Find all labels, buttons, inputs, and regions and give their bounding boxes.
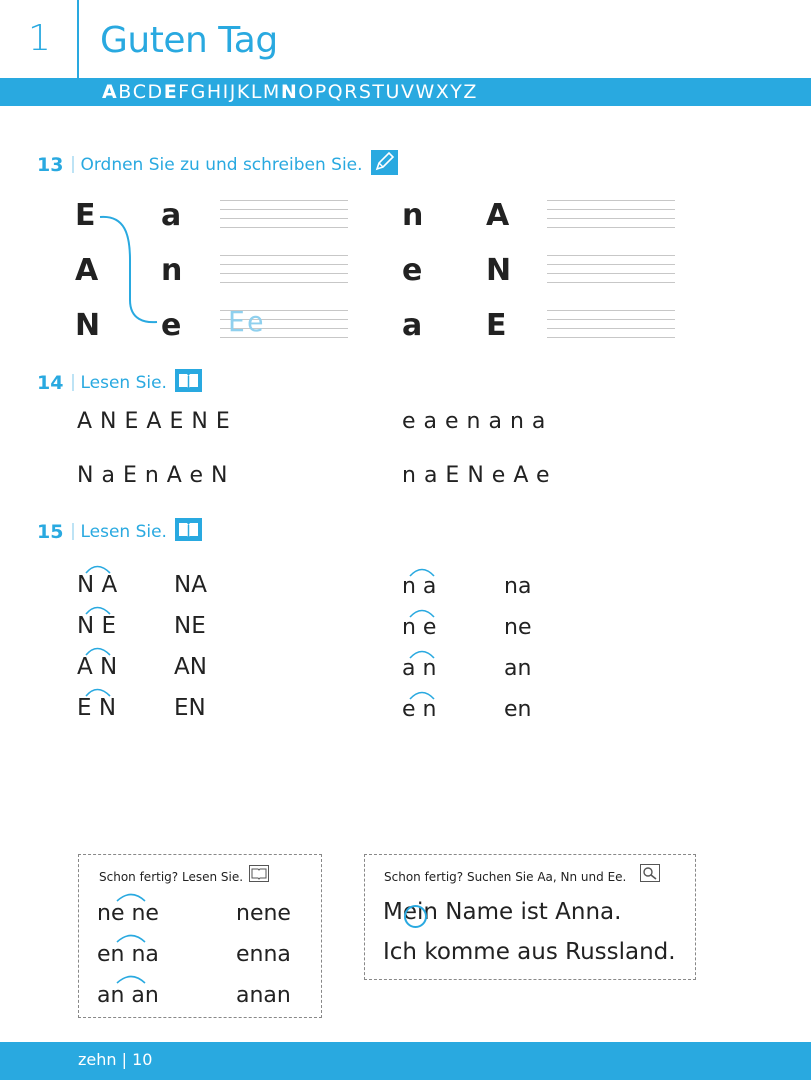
syllable-split: e n [402, 697, 437, 722]
syllable-joined: anan [236, 983, 291, 1008]
extra-reading-box [78, 854, 322, 1018]
syllable-split: n a [402, 574, 437, 599]
alphabet-letter: P [314, 81, 328, 103]
page-number: zehn | 10 [78, 1050, 153, 1069]
syllable-joined: AN [174, 654, 207, 680]
syllable-split: n e [402, 615, 437, 640]
alphabet-letter: E [163, 81, 179, 103]
letter-lower: a [161, 198, 182, 233]
letter-upper: N [75, 308, 101, 343]
syllable-joined: enna [236, 942, 291, 967]
alphabet-letter: B [118, 81, 133, 103]
letter-upper: E [75, 198, 96, 233]
syllable-joined: EN [174, 695, 206, 721]
syllable-split: N E [77, 613, 117, 639]
reading-row: eaenana [402, 409, 554, 434]
alphabet-letter: S [358, 81, 373, 103]
exercise-instruction: Lesen Sie. [80, 372, 167, 393]
letter-upper: N [486, 253, 512, 288]
letter-search-box [364, 854, 696, 980]
syllable-joined: ne [504, 615, 532, 640]
alphabet-letter: N [280, 81, 299, 103]
alphabet-letter: J [229, 81, 237, 103]
syllable-joined: NE [174, 613, 206, 639]
alphabet-letter: M [262, 81, 281, 103]
alphabet-letter: A [102, 81, 119, 103]
syllable-joined: an [504, 656, 532, 681]
exercise-instruction: Ordnen Sie zu und schreiben Sie. [80, 154, 363, 175]
syllable-split: a n [402, 656, 437, 681]
sentence-line: Ich komme aus Russland. [383, 939, 676, 965]
box-title: Schon fertig? Suchen Sie Aa, Nn und Ee. [384, 870, 627, 884]
letter-lower: a [402, 308, 423, 343]
syllable-split: A N [77, 654, 118, 680]
syllable-joined: en [504, 697, 532, 722]
alphabet-letter: G [190, 81, 207, 103]
alphabet-letter: Q [327, 81, 345, 103]
chapter-title: Guten Tag [100, 20, 278, 61]
exercise-instruction: Lesen Sie. [80, 521, 167, 542]
syllable-joined: nene [236, 901, 291, 926]
alphabet-letter: V [400, 81, 416, 103]
syllable-split: an an [97, 983, 159, 1008]
alphabet-letter: C [132, 81, 148, 103]
syllable-split: E N [77, 695, 117, 721]
exercise-number: 13 [37, 153, 64, 176]
alphabet-letter: I [222, 81, 230, 103]
letter-lower: e [161, 308, 182, 343]
syllable-split: N A [77, 572, 118, 598]
letter-lower: e [402, 253, 423, 288]
alphabet-letter: Z [463, 81, 478, 103]
alphabet-letter: W [415, 81, 436, 103]
alphabet-letter: X [435, 81, 451, 103]
reading-row: naENeAe [402, 463, 558, 488]
syllable-split: ne ne [97, 901, 159, 926]
exercise-number: 15 [37, 520, 64, 543]
alphabet-letter: F [178, 81, 191, 103]
syllable-split: en na [97, 942, 159, 967]
syllable-joined: na [504, 574, 532, 599]
book-icon [249, 865, 269, 886]
alphabet-letter: O [298, 81, 315, 103]
alphabet-letter: D [147, 81, 164, 103]
alphabet-letter: H [206, 81, 223, 103]
sentence-line: Mein Name ist Anna. [383, 899, 622, 925]
letter-upper: A [486, 198, 510, 233]
letter-upper: A [75, 253, 99, 288]
alphabet-letter: K [236, 81, 251, 103]
chapter-number: 1 [28, 18, 51, 59]
syllable-joined: NA [174, 572, 207, 598]
box-title: Schon fertig? Lesen Sie. [99, 870, 244, 884]
example-answer: Ee [228, 305, 266, 338]
alphabet-letter: R [344, 81, 359, 103]
letter-lower: n [161, 253, 183, 288]
letter-upper: E [486, 308, 507, 343]
reading-row: NaEnAeN [77, 463, 236, 488]
letter-lower: n [402, 198, 424, 233]
reading-row: ANEAENE [77, 409, 238, 434]
alphabet-letter: T [372, 81, 386, 103]
alphabet-letter: Y [450, 81, 464, 103]
magnifier-icon [640, 864, 660, 886]
highlight-circle [404, 905, 427, 928]
alphabet-letter: L [250, 81, 263, 103]
footer-bar [0, 1042, 811, 1080]
exercise-number: 14 [37, 371, 64, 394]
alphabet-letter: U [385, 81, 401, 103]
